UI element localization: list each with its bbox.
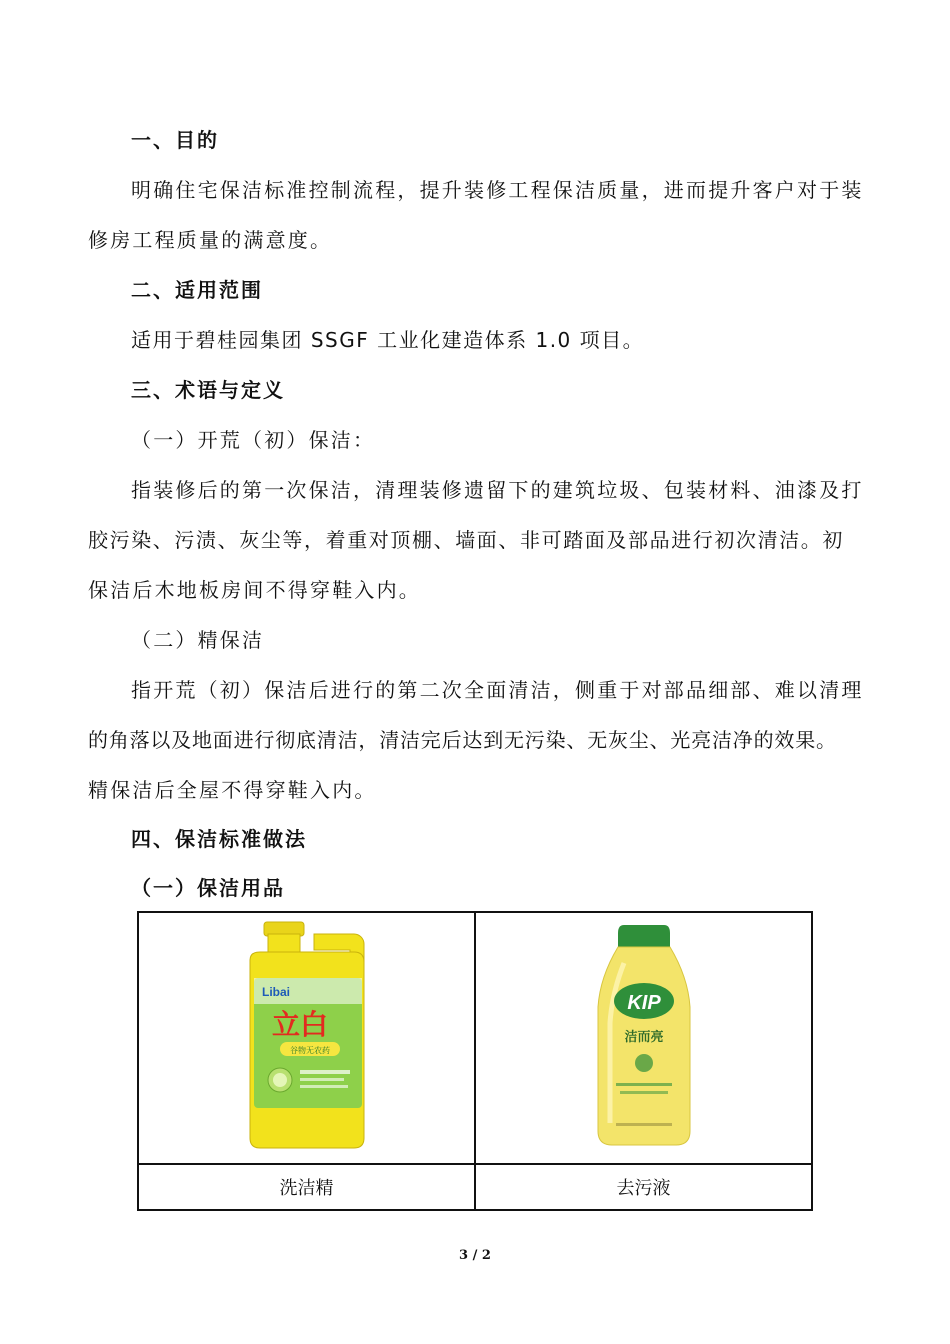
section4-sub1: （一）保洁用品	[131, 876, 285, 900]
section1-para-line2: 修房工程质量的满意度。	[88, 228, 333, 252]
page-number: 3 / 2	[459, 1248, 491, 1263]
product2-image-cell	[475, 912, 812, 1164]
product1-brand-en: Libai	[261, 985, 290, 999]
term2-line1: 指开荒（初）保洁后进行的第二次全面清洁，侧重于对部品细部、难以清理	[131, 678, 864, 702]
cleaner-bottle-image	[594, 923, 694, 1149]
product1-brand-cn: 立白	[271, 1008, 328, 1041]
cleaning-products-table	[137, 911, 813, 1211]
section2-heading: 二、适用范围	[131, 278, 263, 302]
section2-para: 适用于碧桂园集团 SSGF 工业化建造体系 1.0 项目。	[131, 328, 645, 352]
product2-brand-en: KIP	[626, 992, 661, 1014]
term1-line3: 保洁后木地板房间不得穿鞋入内。	[88, 578, 421, 602]
term1-title: （一）开荒（初）保洁：	[131, 428, 376, 452]
product2-label: 去污液	[475, 1164, 812, 1210]
term1-line2: 胶污染、污渍、灰尘等，着重对顶棚、墙面、非可踏面及部品进行初次清洁。初	[88, 528, 844, 552]
term2-line3: 精保洁后全屋不得穿鞋入内。	[88, 778, 377, 802]
section1-para-line1: 明确住宅保洁标准控制流程，提升装修工程保洁质量，进而提升客户对于装	[131, 178, 864, 202]
term2-line2: 的角落以及地面进行彻底清洁，清洁完后达到无污染、无灰尘、光亮洁净的效果。	[88, 728, 837, 752]
section3-heading: 三、术语与定义	[131, 378, 285, 402]
product1-badge: 谷物无农药	[289, 1046, 330, 1055]
term2-title: （二）精保洁	[131, 628, 265, 652]
product1-image-cell	[138, 912, 475, 1164]
product1-label: 洗洁精	[138, 1164, 475, 1210]
section1-heading: 一、目的	[131, 128, 219, 152]
term1-line1: 指装修后的第一次保洁，清理装修遗留下的建筑垃圾、包装材料、油漆及打	[131, 478, 864, 502]
dish-soap-bottle-image	[242, 920, 372, 1152]
section4-heading: 四、保洁标准做法	[131, 827, 307, 851]
product2-brand-cn: 洁而亮	[623, 1030, 664, 1045]
